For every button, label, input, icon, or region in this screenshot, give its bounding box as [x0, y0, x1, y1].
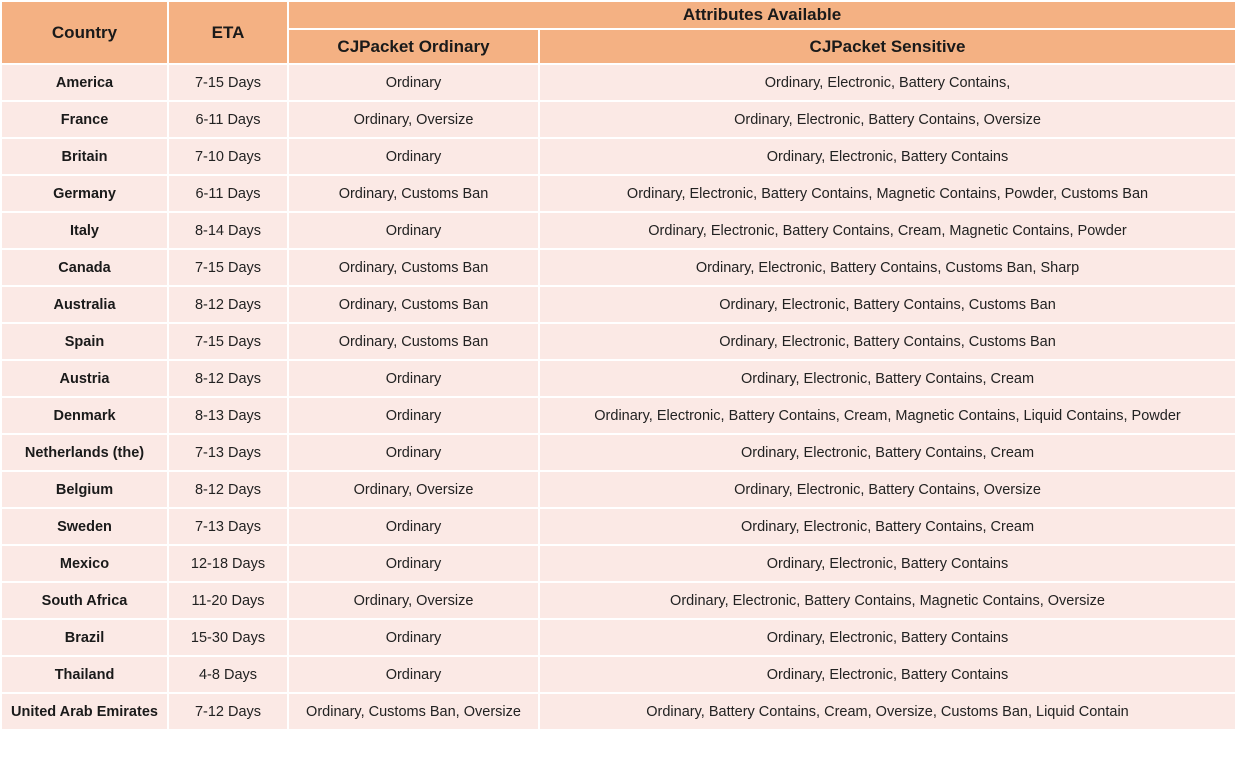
header-cjpacket-sensitive: CJPacket Sensitive	[539, 29, 1235, 64]
table-row	[1, 693, 1235, 730]
cell-eta: 8-12 Days	[168, 286, 288, 323]
table-row	[1, 434, 1235, 471]
cell-eta: 11-20 Days	[168, 582, 288, 619]
cell-cjpacket-ordinary: Ordinary, Oversize	[288, 471, 539, 508]
cell-cjpacket-ordinary: Ordinary	[288, 508, 539, 545]
cell-eta: 6-11 Days	[168, 101, 288, 138]
table-row	[1, 138, 1235, 175]
cell-cjpacket-ordinary: Ordinary	[288, 545, 539, 582]
table-row	[1, 249, 1235, 286]
cell-country: Mexico	[1, 545, 168, 582]
header-attributes-available: Attributes Available	[288, 1, 1235, 29]
cell-country: Austria	[1, 360, 168, 397]
table-row	[1, 360, 1235, 397]
table-header	[1, 1, 1235, 64]
cell-cjpacket-sensitive: Ordinary, Battery Contains, Cream, Oversize, Customs Ban, Liquid Contain	[539, 693, 1235, 730]
cell-cjpacket-sensitive: Ordinary, Electronic, Battery Contains, Magnetic Contains, Oversize	[539, 582, 1235, 619]
cell-cjpacket-sensitive: Ordinary, Electronic, Battery Contains, Cream, Magnetic Contains, Liquid Contains, Powder	[539, 397, 1235, 434]
cell-cjpacket-ordinary: Ordinary, Customs Ban	[288, 175, 539, 212]
cell-cjpacket-sensitive: Ordinary, Electronic, Battery Contains	[539, 545, 1235, 582]
cell-country: Brazil	[1, 619, 168, 656]
cell-cjpacket-ordinary: Ordinary	[288, 619, 539, 656]
table-row	[1, 619, 1235, 656]
table-row	[1, 175, 1235, 212]
cell-country: United Arab Emirates	[1, 693, 168, 730]
cell-cjpacket-sensitive: Ordinary, Electronic, Battery Contains, Magnetic Contains, Powder, Customs Ban	[539, 175, 1235, 212]
cell-country: Australia	[1, 286, 168, 323]
cell-cjpacket-ordinary: Ordinary	[288, 360, 539, 397]
cell-cjpacket-sensitive: Ordinary, Electronic, Battery Contains, Oversize	[539, 471, 1235, 508]
cell-cjpacket-ordinary: Ordinary	[288, 434, 539, 471]
cell-eta: 7-12 Days	[168, 693, 288, 730]
cell-country: America	[1, 64, 168, 101]
cell-cjpacket-ordinary: Ordinary	[288, 64, 539, 101]
cell-cjpacket-sensitive: Ordinary, Electronic, Battery Contains, Cream, Magnetic Contains, Powder	[539, 212, 1235, 249]
cell-country: Canada	[1, 249, 168, 286]
cell-country: Belgium	[1, 471, 168, 508]
table-body	[1, 64, 1235, 730]
cell-cjpacket-ordinary: Ordinary, Customs Ban, Oversize	[288, 693, 539, 730]
cell-cjpacket-sensitive: Ordinary, Electronic, Battery Contains, Cream	[539, 360, 1235, 397]
table-row	[1, 323, 1235, 360]
cell-cjpacket-ordinary: Ordinary, Oversize	[288, 101, 539, 138]
cell-country: South Africa	[1, 582, 168, 619]
cell-country: Denmark	[1, 397, 168, 434]
cell-country: Italy	[1, 212, 168, 249]
cell-cjpacket-ordinary: Ordinary, Customs Ban	[288, 286, 539, 323]
cell-cjpacket-sensitive: Ordinary, Electronic, Battery Contains, Customs Ban	[539, 323, 1235, 360]
cell-eta: 8-12 Days	[168, 360, 288, 397]
cell-eta: 12-18 Days	[168, 545, 288, 582]
cell-cjpacket-ordinary: Ordinary, Customs Ban	[288, 323, 539, 360]
cell-cjpacket-sensitive: Ordinary, Electronic, Battery Contains, Oversize	[539, 101, 1235, 138]
cell-eta: 7-10 Days	[168, 138, 288, 175]
cell-eta: 4-8 Days	[168, 656, 288, 693]
cell-cjpacket-ordinary: Ordinary	[288, 397, 539, 434]
cell-eta: 15-30 Days	[168, 619, 288, 656]
cell-eta: 7-13 Days	[168, 508, 288, 545]
cell-cjpacket-sensitive: Ordinary, Electronic, Battery Contains, Customs Ban, Sharp	[539, 249, 1235, 286]
header-cjpacket-ordinary: CJPacket Ordinary	[288, 29, 539, 64]
table-row	[1, 212, 1235, 249]
table-row	[1, 656, 1235, 693]
table-row	[1, 582, 1235, 619]
cell-country: France	[1, 101, 168, 138]
cell-eta: 7-15 Days	[168, 249, 288, 286]
cell-eta: 7-13 Days	[168, 434, 288, 471]
cell-country: Spain	[1, 323, 168, 360]
cell-eta: 8-14 Days	[168, 212, 288, 249]
table-row	[1, 508, 1235, 545]
cell-eta: 7-15 Days	[168, 323, 288, 360]
cell-eta: 6-11 Days	[168, 175, 288, 212]
cell-cjpacket-sensitive: Ordinary, Electronic, Battery Contains	[539, 656, 1235, 693]
cell-cjpacket-sensitive: Ordinary, Electronic, Battery Contains, Cream	[539, 508, 1235, 545]
cell-cjpacket-ordinary: Ordinary	[288, 138, 539, 175]
cell-cjpacket-ordinary: Ordinary, Oversize	[288, 582, 539, 619]
table-row	[1, 286, 1235, 323]
cell-country: Germany	[1, 175, 168, 212]
cell-cjpacket-sensitive: Ordinary, Electronic, Battery Contains,	[539, 64, 1235, 101]
cell-country: Netherlands (the)	[1, 434, 168, 471]
cell-cjpacket-ordinary: Ordinary, Customs Ban	[288, 249, 539, 286]
cell-eta: 8-13 Days	[168, 397, 288, 434]
cell-cjpacket-sensitive: Ordinary, Electronic, Battery Contains	[539, 138, 1235, 175]
cell-cjpacket-ordinary: Ordinary	[288, 656, 539, 693]
table-row	[1, 545, 1235, 582]
cell-eta: 8-12 Days	[168, 471, 288, 508]
table-row	[1, 101, 1235, 138]
cell-cjpacket-sensitive: Ordinary, Electronic, Battery Contains	[539, 619, 1235, 656]
cell-country: Thailand	[1, 656, 168, 693]
cell-cjpacket-sensitive: Ordinary, Electronic, Battery Contains, Customs Ban	[539, 286, 1235, 323]
cell-cjpacket-ordinary: Ordinary	[288, 212, 539, 249]
cell-cjpacket-sensitive: Ordinary, Electronic, Battery Contains, Cream	[539, 434, 1235, 471]
table-row	[1, 471, 1235, 508]
cell-country: Britain	[1, 138, 168, 175]
header-eta: ETA	[168, 1, 288, 64]
table-row	[1, 397, 1235, 434]
header-country: Country	[1, 1, 168, 64]
table-row	[1, 64, 1235, 101]
cell-eta: 7-15 Days	[168, 64, 288, 101]
cell-country: Sweden	[1, 508, 168, 545]
